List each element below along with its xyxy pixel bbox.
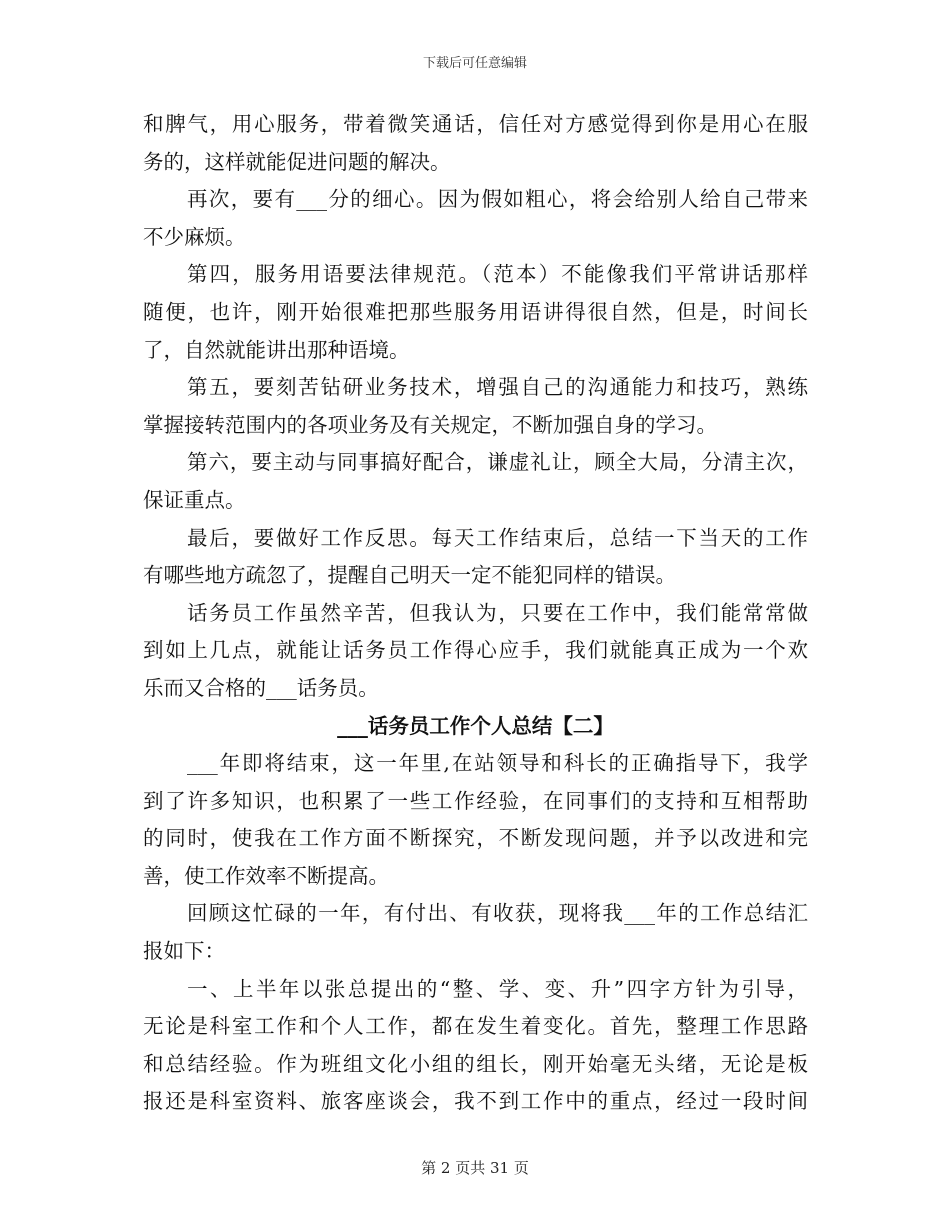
- paragraph-line: 的同时，使我在工作方面不断探究，不断发现问题，并予以改进和完: [143, 826, 808, 851]
- paragraph-line: 务的，这样就能促进问题的解决。: [143, 149, 451, 174]
- section-title: ___话务员工作个人总结【二】: [337, 713, 614, 738]
- paragraph-line: 回顾这忙碌的一年，有付出、有收获，现将我___年的工作总结汇: [187, 901, 808, 926]
- paragraph-line: ___年即将结束，这一年里,在站领导和科长的正确指导下，我学: [187, 751, 808, 776]
- document-body: [143, 106, 808, 1121]
- paragraph-line: 掌握接转范围内的各项业务及有关规定，不断加强自身的学习。: [143, 412, 717, 437]
- paragraph-line: 到了许多知识，也积累了一些工作经验，在同事们的支持和互相帮助: [143, 788, 808, 813]
- paragraph-line: 和脾气，用心服务，带着微笑通话，信任对方感觉得到你是用心在服: [143, 112, 808, 136]
- paragraph-line: 第五，要刻苦钻研业务技术，增强自己的沟通能力和技巧，熟练: [187, 375, 808, 400]
- paragraph-line: 最后，要做好工作反思。每天工作结束后，总结一下当天的工作: [187, 525, 808, 550]
- paragraph-line: 再次，要有___分的细心。因为假如粗心，将会给别人给自己带来: [187, 187, 808, 212]
- paragraph-line: 随便，也许，刚开始很难把那些服务用语讲得很自然，但是，时间长: [143, 299, 808, 324]
- paragraph-line: 到如上几点，就能让话务员工作得心应手，我们就能真正成为一个欢: [143, 638, 808, 663]
- paragraph-line: 报如下：: [143, 939, 225, 964]
- paragraph-line: 和总结经验。作为班组文化小组的组长，刚开始毫无头绪，无论是板: [143, 1051, 808, 1076]
- paragraph-line: 了，自然就能讲出那种语境。: [143, 337, 410, 362]
- paragraph-line: 乐而又合格的___话务员。: [143, 675, 379, 700]
- paragraph-line: 报还是科室资料、旅客座谈会，我不到工作中的重点，经过一段时间: [143, 1089, 808, 1114]
- paragraph-line: 不少麻烦。: [143, 224, 246, 249]
- paragraph-line: 无论是科室工作和个人工作，都在发生着变化。首先，整理工作思路: [143, 1014, 808, 1039]
- paragraph-line: 善，使工作效率不断提高。: [143, 863, 389, 888]
- paragraph-line: 一、上半年以张总提出的“整、学、变、升”四字方针为引导，: [187, 976, 808, 1001]
- paragraph-line: 第六，要主动与同事搞好配合，谦虚礼让，顾全大局，分清主次，: [187, 450, 808, 475]
- paragraph-line: 话务员工作虽然辛苦，但我认为，只要在工作中，我们能常常做: [187, 600, 808, 625]
- page-footer: 第 2 页共 31 页: [421, 1159, 529, 1177]
- paragraph-line: 第四，服务用语要法律规范。（范本）不能像我们平常讲话那样: [187, 262, 808, 287]
- paragraph-line: 保证重点。: [143, 487, 246, 512]
- page-header: 下载后可任意编辑: [422, 56, 527, 71]
- paragraph-line: 有哪些地方疏忽了，提醒自己明天一定不能犯同样的错误。: [143, 563, 676, 588]
